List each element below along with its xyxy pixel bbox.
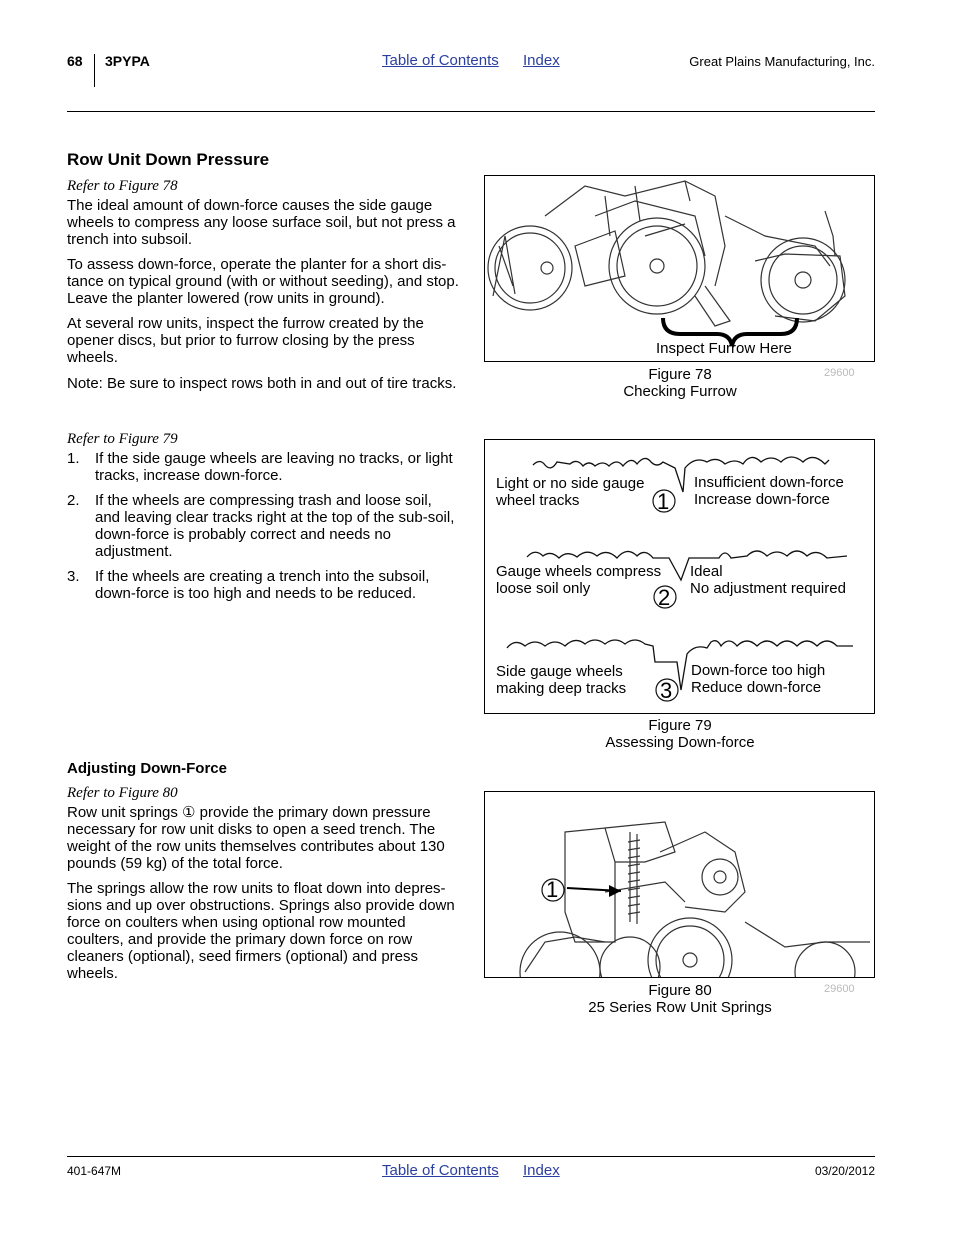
list-item bbox=[67, 568, 462, 602]
figure-78 bbox=[484, 175, 875, 362]
list-item bbox=[67, 492, 462, 560]
toc-link[interactable]: Table of Contents bbox=[382, 52, 499, 69]
figure-caption-number: Figure 79 bbox=[648, 717, 712, 734]
figure-80 bbox=[484, 791, 875, 978]
index-link[interactable]: Index bbox=[523, 1162, 560, 1179]
callout-number: 1 bbox=[657, 489, 670, 514]
figure-caption-number: Figure 78 bbox=[648, 366, 712, 383]
list-text: If the wheels are compressing trash and loose soil, and leaving clear tracks right at the top of the sub-soil, down-force is probably correct and needs no adjustment. bbox=[95, 492, 455, 560]
figure-caption: Checking Furrow bbox=[623, 383, 737, 400]
condition-text: Side gauge wheels making deep tracks bbox=[496, 663, 627, 697]
subsection-heading: Adjusting Down-Force bbox=[67, 760, 227, 777]
condition-text: Light or no side gauge wheel tracks bbox=[496, 475, 645, 509]
figure-label: Inspect Furrow Here bbox=[656, 340, 792, 357]
model-name: 3PYPA bbox=[105, 53, 150, 69]
document-number: 401-647M bbox=[67, 1164, 122, 1178]
callout-number: 2 bbox=[658, 585, 671, 610]
toc-link[interactable]: Table of Contents bbox=[382, 1162, 499, 1179]
action-text: Insufficient down-force Increase down-force bbox=[694, 474, 844, 508]
row-unit-springs-illustration bbox=[485, 792, 874, 977]
list-number: 2. bbox=[67, 492, 80, 509]
action-text: Down-force too high Reduce down-force bbox=[691, 662, 826, 696]
header-rule bbox=[67, 111, 875, 112]
figure-reference: Refer to Figure 78 bbox=[67, 178, 178, 194]
list-text: If the wheels are creating a trench into the subsoil, down-force is too high and needs to be reduced. bbox=[95, 568, 430, 602]
figure-caption: 25 Series Row Unit Springs bbox=[588, 999, 772, 1016]
spring-callout: 1 bbox=[546, 877, 559, 902]
paragraph: At several row units, inspect the furrow created by the opener discs, but prior to furrow closing by the press wheels. bbox=[67, 315, 424, 366]
row-unit-illustration bbox=[485, 176, 874, 361]
list-number: 1. bbox=[67, 450, 80, 467]
paragraph: The springs allow the row units to float down into depres-sions and up over obstructions. Springs also provide down force on coulters when using optional row mounted coulters, and provide the primary down force on row cleaners (optional), seed firmers (optional) and press wheels. bbox=[67, 880, 455, 982]
note: Note: Be sure to inspect rows both in and out of tire tracks. bbox=[67, 375, 457, 392]
figure-reference: Refer to Figure 79 bbox=[67, 431, 178, 447]
list-text: If the side gauge wheels are leaving no tracks, or light tracks, increase down-force. bbox=[95, 450, 453, 484]
header-divider bbox=[94, 54, 95, 87]
figure-reference: Refer to Figure 80 bbox=[67, 785, 178, 801]
list-item bbox=[67, 450, 462, 484]
paragraph: To assess down-force, operate the planter for a short dis-tance on typical ground (with or without seeding), and stop. Leave the planter lowered (row units in ground). bbox=[67, 256, 459, 307]
action-text: Ideal No adjustment required bbox=[690, 563, 846, 597]
figure-caption: Assessing Down-force bbox=[605, 734, 755, 751]
condition-text: Gauge wheels compress loose soil only bbox=[496, 563, 662, 597]
company-name: Great Plains Manufacturing, Inc. bbox=[689, 54, 875, 69]
figure-caption-number: Figure 80 bbox=[648, 982, 712, 999]
footer-rule bbox=[67, 1156, 875, 1157]
paragraph: Row unit springs ① provide the primary down pressure necessary for row unit disks to open a seed trench. The weight of the row units themselves contributes about 130 pounds (59 kg) of the total force. bbox=[67, 804, 445, 872]
publication-date: 03/20/2012 bbox=[814, 1164, 875, 1178]
section-heading: Row Unit Down Pressure bbox=[67, 150, 270, 169]
figure-79 bbox=[484, 439, 875, 714]
figure-code: 29600 bbox=[824, 367, 855, 379]
callout-number: 3 bbox=[660, 678, 673, 703]
index-link[interactable]: Index bbox=[523, 52, 560, 69]
paragraph: The ideal amount of down-force causes the side gauge wheels to compress any loose surface soil, but not press a trench into subsoil. bbox=[67, 197, 456, 248]
list-number: 3. bbox=[67, 568, 80, 585]
page-number: 68 bbox=[67, 53, 83, 69]
figure-code: 29600 bbox=[824, 983, 855, 995]
